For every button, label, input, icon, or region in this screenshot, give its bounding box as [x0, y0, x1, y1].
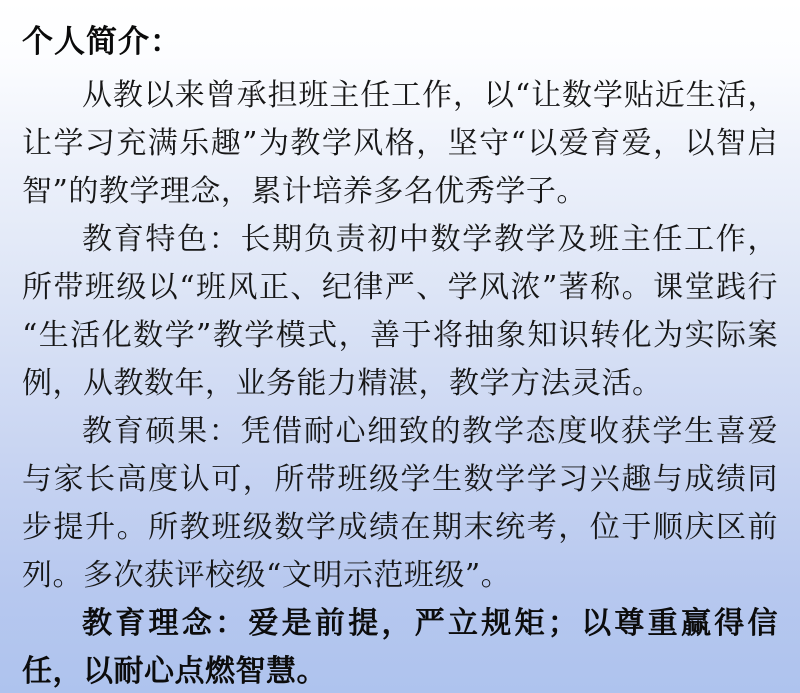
bio-paragraph-intro: 从教以来曾承担班主任工作，以“让数学贴近生活，让学习充满乐趣”为教学风格，坚守“以爱育爱，以智启智”的教学理念，累计培养多名优秀学子。	[22, 78, 778, 209]
bio-paragraph-philosophy: 教育理念：爱是前提，严立规矩；以尊重赢得信任，以耐心点燃智慧。	[22, 606, 778, 689]
bio-paragraph-achievements: 教育硕果：凭借耐心细致的教学态度收获学生喜爱与家长高度认可，所带班级学生数学学习兴趣与成绩同步提升。所教班级数学成绩在期末统考，位于顺庆区前列。多次获评校级“文明示范班级”。	[22, 414, 778, 593]
page-title: 个人简介：	[22, 24, 182, 59]
bio-paragraph-teaching-features: 教育特色：长期负责初中数学教学及班主任工作，所带班级以“班风正、纪律严、学风浓”著称。课堂践行“生活化数学”教学模式，善于将抽象知识转化为实际案例，从教数年，业务能力精湛，教学方法灵活。	[22, 222, 778, 401]
bio-text	[22, 72, 778, 693]
